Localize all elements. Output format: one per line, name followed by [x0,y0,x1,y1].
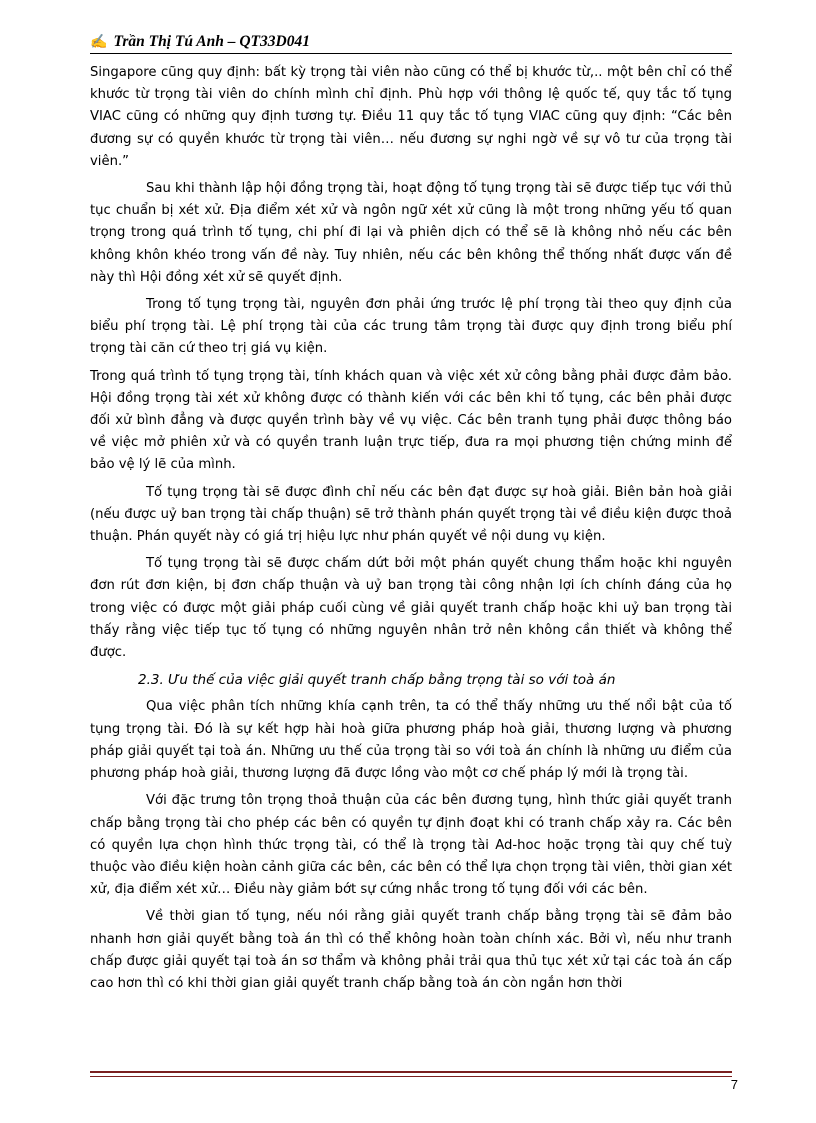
footer-rule-thick [90,1071,732,1073]
pen-hand-icon: ✍ [90,35,108,50]
running-header [90,33,730,51]
paragraph: Với đặc trưng tôn trọng thoả thuận của các bên đương tụng, hình thức giải quyết tranh chấp bằng trọng tài cho phép các bên có quyền tự định đoạt khi có tranh chấp xảy ra. Các bên có quyền lựa chọn hình thức trọng tài, có thể là trọng tài Ad-hoc hoặc trọng tài quy chế tuỳ thuộc vào điều kiện hoàn cảnh giữa các bên, các bên có thể lựa chọn trọng tài viên, thời gian xét xử, địa điểm xét xử… Điều này giảm bớt sự cứng nhắc trong tố tụng đối với các bên. [90,793,732,898]
paragraph: Singapore cũng quy định: bất kỳ trọng tài viên nào cũng có thể bị khước từ,.. một bên chỉ có thể khước từ trọng tài viên do chính mình chỉ định. Phù hợp với thông lệ quốc tế, quy tắc tố tụng VIAC cũng có những quy định tương tự. Điều 11 quy tắc tố tụng VIAC cũng quy định: “Các bên đương sự có quyền khước từ trọng tài viên… nếu đương sự nghi ngờ về sự vô tư của trọng tài viên.” [90,65,732,169]
paragraph: Trong quá trình tố tụng trọng tài, tính khách quan và việc xét xử công bằng phải được đảm bảo. Hội đồng trọng tài xét xử không được có thành kiến với các bên khi tố tụng, các bên phải được đối xử bình đẳng và được quyền trình bày về vụ việc. Các bên tranh tụng phải được thông báo về việc mở phiên xử và có quyền tranh luận trực tiếp, đưa ra mọi phương tiện chứng minh để bảo vệ lý lẽ của mình. [90,368,732,473]
section-heading: 2.3. Ưu thế của việc giải quyết tranh chấp bằng trọng tài so với toà án [138,672,616,689]
paragraph: Tố tụng trọng tài sẽ được đình chỉ nếu các bên đạt được sự hoà giải. Biên bản hoà giải (nếu được uỷ ban trọng tài chấp thuận) sẽ trở thành phán quyết trọng tài về điều kiện được thoả thuận. Phán quyết này có giá trị hiệu lực như phán quyết về nội dung vụ kiện. [90,484,732,545]
paragraph: Qua việc phân tích những khía cạnh trên, ta có thể thấy những ưu thế nổi bật của tố tụng trọng tài. Đó là sự kết hợp hài hoà giữa phương pháp hoà giải, thương lượng và phương pháp giải quyết tại toà án. Những ưu thế của trọng tài so với toà án chính là những ưu điểm của phương pháp hoà giải, thương lượng đã được lồng vào một cơ chế pháp lý mới là trọng tài. [90,699,732,782]
paragraph: Sau khi thành lập hội đồng trọng tài, hoạt động tố tụng trọng tài sẽ được tiếp tục với thủ tục chuẩn bị xét xử. Địa điểm xét xử và ngôn ngữ xét xử cũng là một trong những yếu tố quan trọng trong quá trình tố tụng, chi phí đi lại và phiên dịch có thể sẽ là không nhỏ nếu các bên không khôn khéo trong vấn đề này. Tuy nhiên, nếu các bên không thể thống nhất được vấn đề này thì Hội đồng xét xử sẽ quyết định. [90,181,732,285]
footer-rule-thin [90,1076,732,1077]
header-title: Trần Thị Tú Anh – QT33D041 [113,33,310,50]
document-body [90,62,732,1000]
paragraph: Tố tụng trọng tài sẽ được chấm dứt bởi một phán quyết chung thẩm hoặc khi nguyên đơn rút đơn kiện, bị đơn chấp thuận và uỷ ban trọng tài công nhận lợi ích chính đáng của họ trong việc có được một giải pháp cuối cùng về giải quyết tranh chấp hoặc khi uỷ ban trọng tài thấy rằng việc tiếp tục tố tụng có những nguyên nhân trở nên không cần thiết và không thể được. [90,556,732,661]
paragraph: Về thời gian tố tụng, nếu nói rằng giải quyết tranh chấp bằng trọng tài sẽ đảm bảo nhanh hơn giải quyết bằng toà án thì có thể không hoàn toàn chính xác. Bởi vì, nếu như tranh chấp được giải quyết tại toà án sơ thẩm và không phải trải qua thủ tục xét xử tại các toà án cấp cao hơn thì có khi thời gian giải quyết tranh chấp bằng toà án còn ngắn hơn thời [90,909,732,991]
paragraph: Trong tố tụng trọng tài, nguyên đơn phải ứng trước lệ phí trọng tài theo quy định của biểu phí trọng tài. Lệ phí trọng tài của các trung tâm trọng tài được quy định trong biểu phí trọng tài căn cứ theo trị giá vụ kiện. [90,297,732,357]
page-number: 7 [730,1077,738,1092]
header-rule [90,53,732,54]
